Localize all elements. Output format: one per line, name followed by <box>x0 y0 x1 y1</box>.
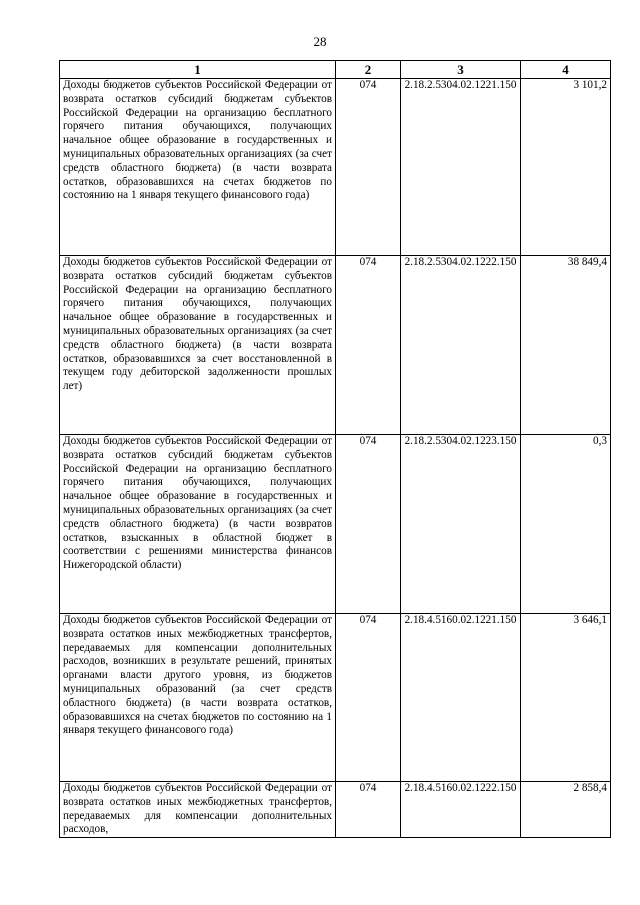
row-admin-code: 074 <box>336 79 401 256</box>
row-amount: 38 849,4 <box>521 256 611 435</box>
row-admin-code: 074 <box>336 256 401 435</box>
row-kbk-code: 2.18.4.5160.02.1222.150 <box>401 782 521 838</box>
table-row <box>60 614 611 782</box>
row-amount: 2 858,4 <box>521 782 611 838</box>
row-description: Доходы бюджетов субъектов Российской Федерации от возврата остатков субсидий бюджетам субъектов Российской Федерации на организацию бесплатного горячего питания обучающихся, получающих начальное общее образование в государственных и муниципальных образовательных организациях (за счет средств областного бюджета) (в части возврата остатков, образовавшихся за счет восстановленной в текущем году дебиторской задолженности прошлых лет) <box>60 256 336 435</box>
row-kbk-code: 2.18.4.5160.02.1221.150 <box>401 614 521 782</box>
row-kbk-code: 2.18.2.5304.02.1223.150 <box>401 435 521 614</box>
table-row <box>60 435 611 614</box>
revenue-table <box>59 60 611 838</box>
table-row <box>60 782 611 838</box>
row-description: Доходы бюджетов субъектов Российской Федерации от возврата остатков субсидий бюджетам субъектов Российской Федерации на организацию бесплатного горячего питания обучающихся, получающих начальное общее образование в государственных и муниципальных образовательных организациях (за счет средств областного бюджета) (в части возврата остатков, образовавшихся на счетах бюджетов по состоянию на 1 января текущего финансового года) <box>60 79 336 256</box>
row-amount: 3 646,1 <box>521 614 611 782</box>
row-amount: 0,3 <box>521 435 611 614</box>
column-header-2: 2 <box>336 61 401 79</box>
column-header-4: 4 <box>521 61 611 79</box>
row-description: Доходы бюджетов субъектов Российской Федерации от возврата остатков иных межбюджетных трансфертов, передаваемых для компенсации дополнительных расходов, возникших в результате решений, принятых органами власти другого уровня, из бюджетов муниципальных образований (за счет средств областного бюджета) (в части возврата остатков, образовавшихся на счетах бюджетов по состоянию на 1 января текущего финансового года) <box>60 614 336 782</box>
column-header-1: 1 <box>60 61 336 79</box>
row-admin-code: 074 <box>336 614 401 782</box>
row-description: Доходы бюджетов субъектов Российской Федерации от возврата остатков иных межбюджетных трансфертов, передаваемых для компенсации дополнительных расходов, <box>60 782 336 838</box>
row-kbk-code: 2.18.2.5304.02.1222.150 <box>401 256 521 435</box>
row-admin-code: 074 <box>336 782 401 838</box>
table-row <box>60 256 611 435</box>
row-admin-code: 074 <box>336 435 401 614</box>
row-kbk-code: 2.18.2.5304.02.1221.150 <box>401 79 521 256</box>
row-description: Доходы бюджетов субъектов Российской Федерации от возврата остатков субсидий бюджетам субъектов Российской Федерации на организацию бесплатного горячего питания обучающихся, получающих начальное общее образование в государственных и муниципальных образовательных организациях (за счет средств областного бюджета) (в части возвратов остатков, взысканных в областной бюджет в соответствии с решениями министерства финансов Нижегородской области) <box>60 435 336 614</box>
table-header-row <box>60 61 611 79</box>
column-header-3: 3 <box>401 61 521 79</box>
page-number: 28 <box>313 34 327 49</box>
row-amount: 3 101,2 <box>521 79 611 256</box>
table-row <box>60 79 611 256</box>
